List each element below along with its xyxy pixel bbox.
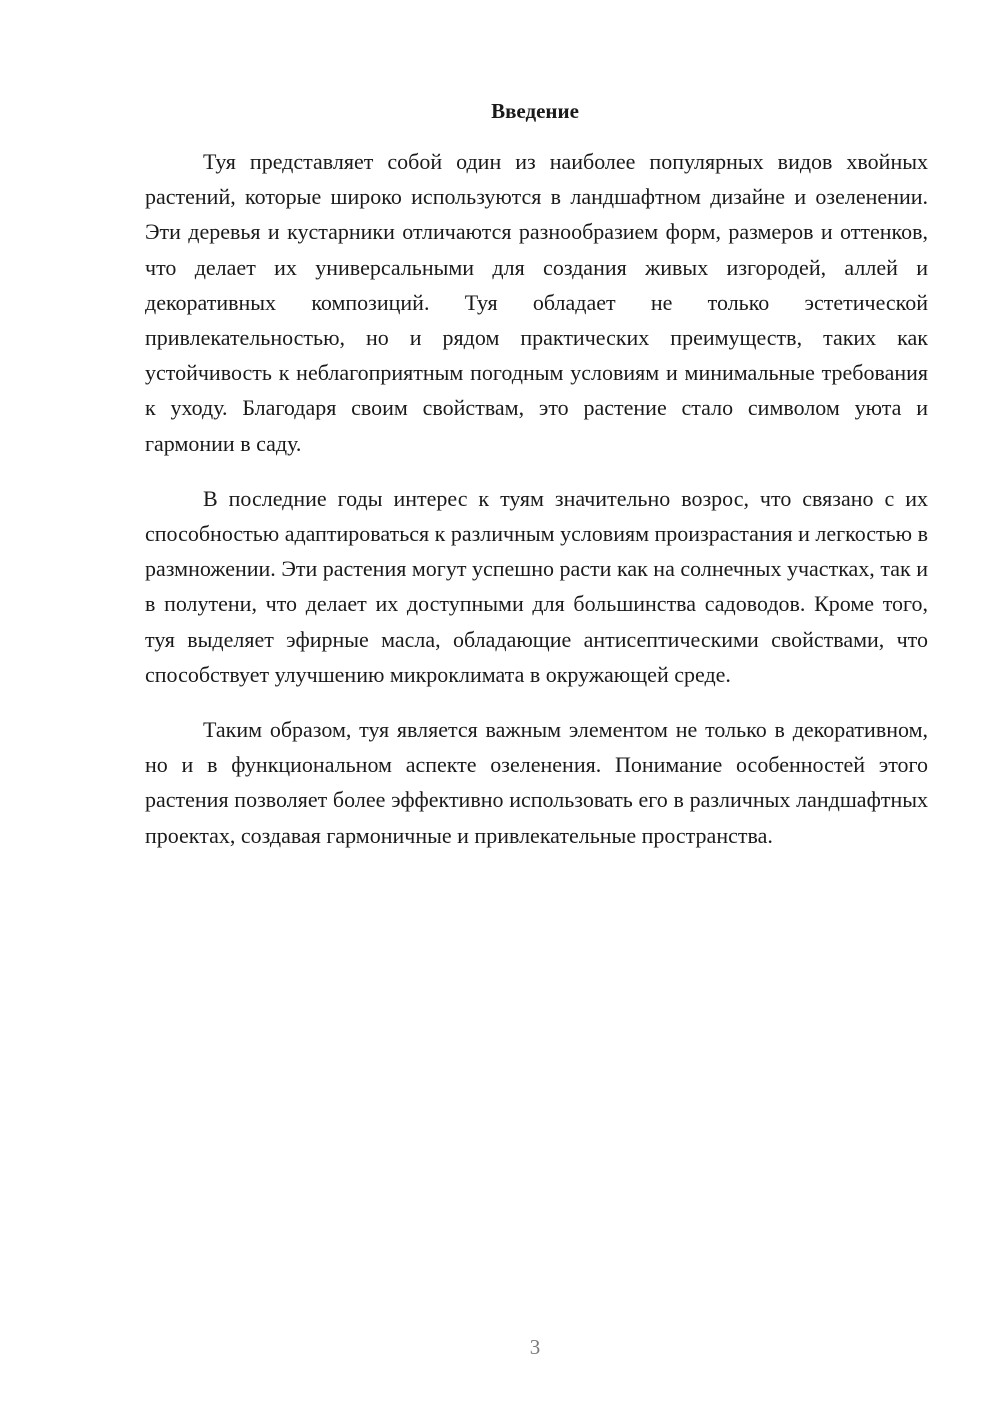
body-text [145,144,928,873]
page-number: 3 [529,1335,541,1359]
section-heading: Введение [491,99,579,123]
paragraph-3: Таким образом, туя является важным элементом не только в декоративном, но и в функциональном аспекте озеленения. Понимание особенностей этого растения позволяет более эффективно использовать его в различных ландшафтных проектах, создавая гармоничные и привлекательные пространства. [145,717,928,848]
paragraph-1: Туя представляет собой один из наиболее популярных видов хвойных растений, которые широко используются в ландшафтном дизайне и озеленении. Эти деревья и кустарники отличаются разнообразием форм, размеров и оттенков, что делает их универсальными для создания живых изгородей, аллей и декоративных композиций. Туя обладает не только эстетической привлекательностью, но и рядом практических преимуществ, таких как устойчивость к неблагоприятным погодным условиям и минимальные требования к уходу. Благодаря своим свойствам, это растение стало символом уюта и гармонии в саду. [145,149,928,456]
paragraph-2: В последние годы интерес к туям значительно возрос, что связано с их способностью адаптироваться к различным условиям произрастания и легкостью в размножении. Эти растения могут успешно расти как на солнечных участках, так и в полутени, что делает их доступными для большинства садоводов. Кроме того, туя выделяет эфирные масла, обладающие антисептическими свойствами, что способствует улучшению микроклимата в окружающей среде. [145,485,928,687]
